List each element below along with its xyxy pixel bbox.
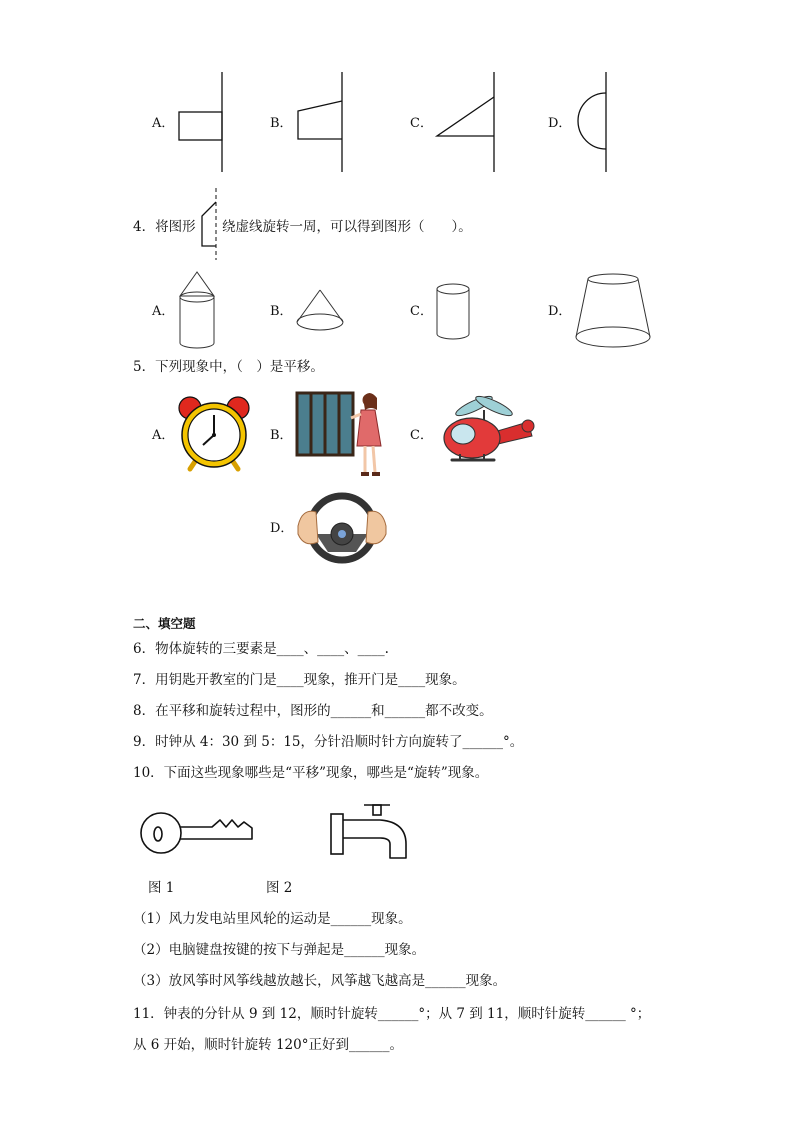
q4-option-a-label: A． xyxy=(152,304,175,319)
q5-option-c-label: C． xyxy=(410,428,433,443)
q6-text: 6．物体旋转的三要素是____、____、____. xyxy=(133,641,389,657)
cylinder-icon xyxy=(434,282,474,342)
q4-shape-icon xyxy=(198,188,222,260)
q3-figure-c xyxy=(434,72,498,174)
q10-item-3: （3）放风筝时风筝线越放越长，风筝越飞越高是______现象。 xyxy=(133,973,507,989)
q3-option-c-label: C． xyxy=(410,116,433,131)
q11-line-1: 11．钟表的分针从 9 到 12，顺时针旋转______°；从 7 到 11，顺时针旋转______ °； xyxy=(133,1006,651,1022)
faucet-icon xyxy=(328,800,412,866)
q8-text: 8．在平移和旋转过程中，图形的______和______都不改变。 xyxy=(133,703,493,719)
alarm-clock-icon xyxy=(176,395,252,471)
q10-item-2: （2）电脑键盘按键的按下与弹起是______现象。 xyxy=(133,942,426,958)
q10-item-1: （1）风力发电站里风轮的运动是______现象。 xyxy=(133,911,412,927)
q3-figure-d xyxy=(575,72,635,174)
q5-option-d-label: D． xyxy=(270,521,294,536)
section-2-title: 二、填空题 xyxy=(133,616,196,631)
q4-text-before: 4．将图形 xyxy=(133,219,196,235)
steering-wheel-icon xyxy=(296,490,388,564)
q3-option-d-label: D． xyxy=(548,116,572,131)
q4-option-b-label: B． xyxy=(270,304,293,319)
cone-on-cylinder-icon xyxy=(176,270,218,352)
q3-figure-a xyxy=(175,72,225,174)
q4-option-c-label: C． xyxy=(410,304,433,319)
cone-icon xyxy=(294,288,346,336)
q5-option-a-label: A． xyxy=(152,428,175,443)
key-icon xyxy=(140,804,258,862)
fig-2-caption: 图 2 xyxy=(266,880,293,896)
sliding-window-woman-icon xyxy=(295,388,385,480)
q4-option-d-label: D． xyxy=(548,304,572,319)
fig-1-caption: 图 1 xyxy=(148,880,175,896)
q3-option-b-label: B． xyxy=(270,116,293,131)
q3-figure-b xyxy=(295,72,345,174)
q7-text: 7．用钥匙开教室的门是____现象，推开门是____现象。 xyxy=(133,672,466,688)
q11-line-2: 从 6 开始，顺时针旋转 120°正好到______。 xyxy=(133,1037,403,1053)
q4-text-after: 绕虚线旋转一周，可以得到图形（ ）。 xyxy=(222,219,472,235)
q9-text: 9．时钟从 4：30 到 5：15，分针沿顺时针方向旋转了______°。 xyxy=(133,734,524,750)
helicopter-icon xyxy=(436,398,536,472)
q5-text: 5．下列现象中，（ ）是平移。 xyxy=(133,359,324,375)
frustum-icon xyxy=(573,272,653,352)
q5-option-b-label: B． xyxy=(270,428,293,443)
q10-text: 10．下面这些现象哪些是“平移”现象，哪些是“旋转”现象。 xyxy=(133,765,489,781)
q3-option-a-label: A． xyxy=(152,116,175,131)
